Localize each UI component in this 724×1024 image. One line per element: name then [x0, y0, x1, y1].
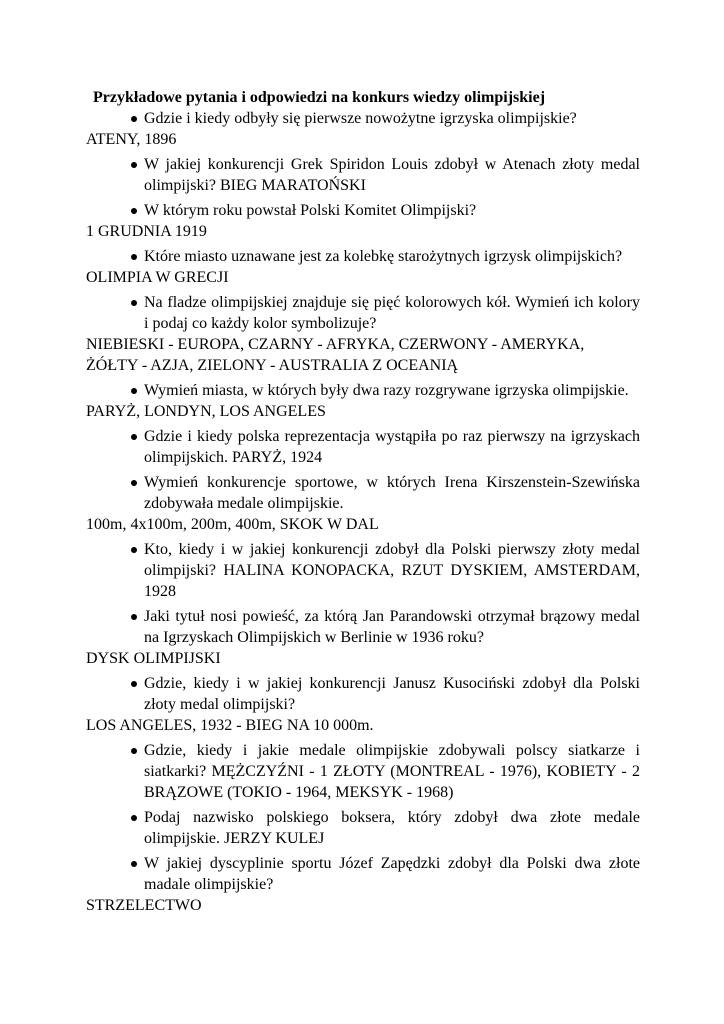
answer-text: STRZELECTWO: [86, 897, 202, 914]
question-text: Gdzie, kiedy i w jakiej konkurencji Janusz Kusociński zdobył dla Polski złoty medal olimpijski?: [144, 675, 640, 713]
answer-text: OLIMPIA W GRECJI: [86, 269, 229, 286]
question-text: Na fladze olimpijskiej znajduje się pięć kolorowych kół. Wymień ich kolory i podaj co każdy kolor symbolizuje?: [144, 294, 640, 332]
bullet-icon: [131, 388, 137, 394]
bullet-icon: [131, 434, 137, 440]
bullet-icon: [131, 815, 137, 821]
answer-text: DYSK OLIMPIJSKI: [86, 650, 221, 667]
question-text: Jaki tytuł nosi powieść, za którą Jan Parandowski otrzymał brązowy medal na Igrzyskach Olimpijskich w Berlinie w 1936 roku?: [144, 608, 640, 646]
bullet-icon: [131, 480, 137, 486]
question-text: W jakiej dyscyplinie sportu Józef Zapędzki zdobył dla Polski dwa złote madale olimpijskie?: [144, 855, 640, 893]
bullet-icon: [131, 614, 137, 620]
question-text: Kto, kiedy i w jakiej konkurencji zdobył dla Polski pierwszy złoty medal olimpijski? HALINA KONOPACKA, RZUT DYSKIEM, AMSTERDAM, 1928: [144, 541, 640, 600]
question-item: [86, 472, 640, 514]
question-text: W jakiej konkurencji Grek Spiridon Louis zdobył w Atenach złoty medal olimpijski? BIEG MARATOŃSKI: [144, 156, 640, 194]
question-text: Wymień miasta, w których były dwa razy rozgrywane igrzyska olimpijskie.: [144, 382, 629, 399]
bullet-icon: [131, 547, 137, 553]
answer-text: NIEBIESKI - EUROPA, CZARNY - AFRYKA, CZERWONY - AMERYKA,: [86, 336, 585, 353]
question-item: [86, 673, 640, 715]
question-item: [86, 426, 640, 468]
question-item: [86, 200, 640, 221]
bullet-icon: [131, 748, 137, 754]
bullet-icon: [131, 162, 137, 168]
question-item: [86, 740, 640, 803]
document-body: [86, 87, 640, 920]
question-text: Gdzie, kiedy i jakie medale olimpijskie zdobywali polscy siatkarze i siatkarki? MĘŻCZYŹNI - 1 ZŁOTY (MONTREAL - 1976), KOBIETY - 2 BRĄZOWE (TOKIO - 1964, MEKSYK - 1968): [144, 742, 640, 801]
question-item: [86, 246, 640, 267]
question-item: [86, 292, 640, 334]
question-text: Gdzie i kiedy polska reprezentacja wystąpiła po raz pierwszy na igrzyskach olimpijskich. PARYŻ, 1924: [144, 428, 640, 466]
bullet-icon: [131, 208, 137, 214]
question-text: Podaj nazwisko polskiego boksera, który zdobył dwa złote medale olimpijskie. JERZY KULEJ: [144, 809, 640, 847]
question-text: Wymień konkurencje sportowe, w których Irena Kirszenstein-Szewińska zdobywała medale olimpijskie.: [144, 474, 640, 512]
bullet-icon: [131, 861, 137, 867]
question-text: Gdzie i kiedy odbyły się pierwsze nowożytne igrzyska olimpijskie?: [144, 110, 577, 127]
answer-text: 100m, 4x100m, 200m, 400m, SKOK W DAL: [86, 516, 379, 533]
bullet-icon: [131, 116, 137, 122]
question-item: [86, 380, 640, 401]
answer-text: ATENY, 1896: [86, 131, 177, 148]
question-item: [86, 108, 640, 129]
question-item: [86, 807, 640, 849]
bullet-icon: [131, 254, 137, 260]
bullet-icon: [131, 681, 137, 687]
question-text: W którym roku powstał Polski Komitet Olimpijski?: [144, 202, 477, 219]
document-title: Przykładowe pytania i odpowiedzi na konkurs wiedzy olimpijskiej: [93, 89, 546, 106]
bullet-icon: [131, 300, 137, 306]
answer-text: ŻÓŁTY - AZJA, ZIELONY - AUSTRALIA Z OCEANIĄ: [86, 357, 459, 374]
question-item: [86, 539, 640, 602]
answer-text: 1 GRUDNIA 1919: [86, 223, 207, 240]
answer-text: PARYŻ, LONDYN, LOS ANGELES: [86, 403, 326, 420]
question-item: [86, 853, 640, 895]
answer-text: LOS ANGELES, 1932 - BIEG NA 10 000m.: [86, 717, 374, 734]
question-item: [86, 606, 640, 648]
question-item: [86, 154, 640, 196]
question-text: Które miasto uznawane jest za kolebkę starożytnych igrzysk olimpijskich?: [144, 248, 623, 265]
